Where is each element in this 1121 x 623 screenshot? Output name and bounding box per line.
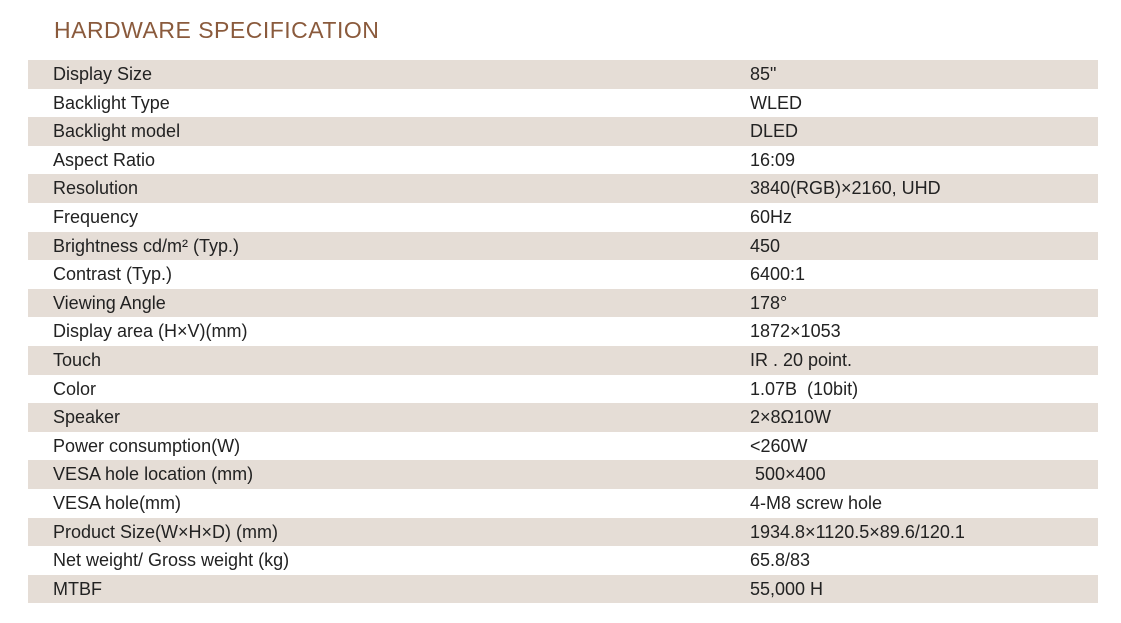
- spec-row: [28, 489, 1098, 518]
- spec-row: [28, 289, 1098, 318]
- spec-value: 55,000 H: [750, 578, 824, 599]
- spec-row: [28, 375, 1098, 404]
- spec-label: Net weight/ Gross weight (kg): [53, 550, 290, 571]
- spec-label: Display Size: [53, 64, 153, 84]
- spec-label: MTBF: [53, 578, 102, 599]
- spec-label: Touch: [53, 349, 102, 370]
- spec-row: [28, 146, 1098, 175]
- spec-row: [28, 232, 1098, 261]
- spec-value: 2×8Ω10W: [750, 407, 831, 428]
- spec-label: Resolution: [53, 178, 139, 199]
- spec-value: WLED: [750, 92, 803, 113]
- spec-row: [28, 460, 1098, 489]
- spec-value: 1934.8×1120.5×89.6/120.1: [750, 521, 965, 542]
- spec-table-body: [28, 60, 1098, 603]
- spec-row: [28, 518, 1098, 547]
- spec-row: [28, 117, 1098, 146]
- spec-label: VESA hole(mm): [53, 492, 182, 513]
- spec-label: Viewing Angle: [53, 292, 166, 313]
- page-title: HARDWARE SPECIFICATION: [54, 17, 380, 43]
- spec-label: Color: [53, 378, 97, 399]
- spec-label: Power consumption(W): [53, 435, 241, 456]
- spec-row: [28, 546, 1098, 575]
- spec-table: [28, 60, 1098, 603]
- spec-value: 85": [750, 64, 777, 84]
- spec-value: 1872×1053: [750, 321, 841, 342]
- spec-value: <260W: [750, 435, 808, 456]
- spec-label: Speaker: [53, 407, 121, 428]
- spec-row: [28, 432, 1098, 461]
- spec-value: 3840(RGB)×2160, UHD: [750, 178, 941, 199]
- spec-row: [28, 575, 1098, 604]
- spec-row: [28, 174, 1098, 203]
- spec-row: [28, 403, 1098, 432]
- spec-label: Contrast (Typ.): [53, 264, 173, 285]
- spec-row: [28, 260, 1098, 289]
- spec-label: VESA hole location (mm): [53, 464, 254, 485]
- spec-value: 178°: [750, 292, 788, 313]
- spec-label: Brightness cd/m² (Typ.): [53, 235, 240, 256]
- spec-value: 65.8/83: [750, 550, 811, 571]
- spec-value: 450: [750, 235, 781, 256]
- spec-label: Backlight model: [53, 121, 181, 142]
- spec-row: [28, 346, 1098, 375]
- spec-value: 500×400: [750, 464, 826, 485]
- spec-value: 16:09: [750, 149, 796, 170]
- spec-label: Backlight Type: [53, 92, 170, 113]
- spec-label: Frequency: [53, 206, 139, 227]
- spec-value: 4-M8 screw hole: [750, 492, 883, 513]
- spec-value: IR . 20 point.: [750, 349, 853, 370]
- spec-row: [28, 89, 1098, 118]
- spec-label: Product Size(W×H×D) (mm): [53, 521, 279, 542]
- spec-label: Display area (H×V)(mm): [53, 321, 248, 342]
- spec-row: [28, 60, 1098, 89]
- spec-row: [28, 317, 1098, 346]
- spec-value: 60Hz: [750, 206, 793, 227]
- spec-label: Aspect Ratio: [53, 149, 156, 170]
- spec-value: 1.07B (10bit): [750, 378, 859, 399]
- spec-value: 6400:1: [750, 264, 806, 285]
- spec-value: DLED: [750, 121, 799, 142]
- spec-row: [28, 203, 1098, 232]
